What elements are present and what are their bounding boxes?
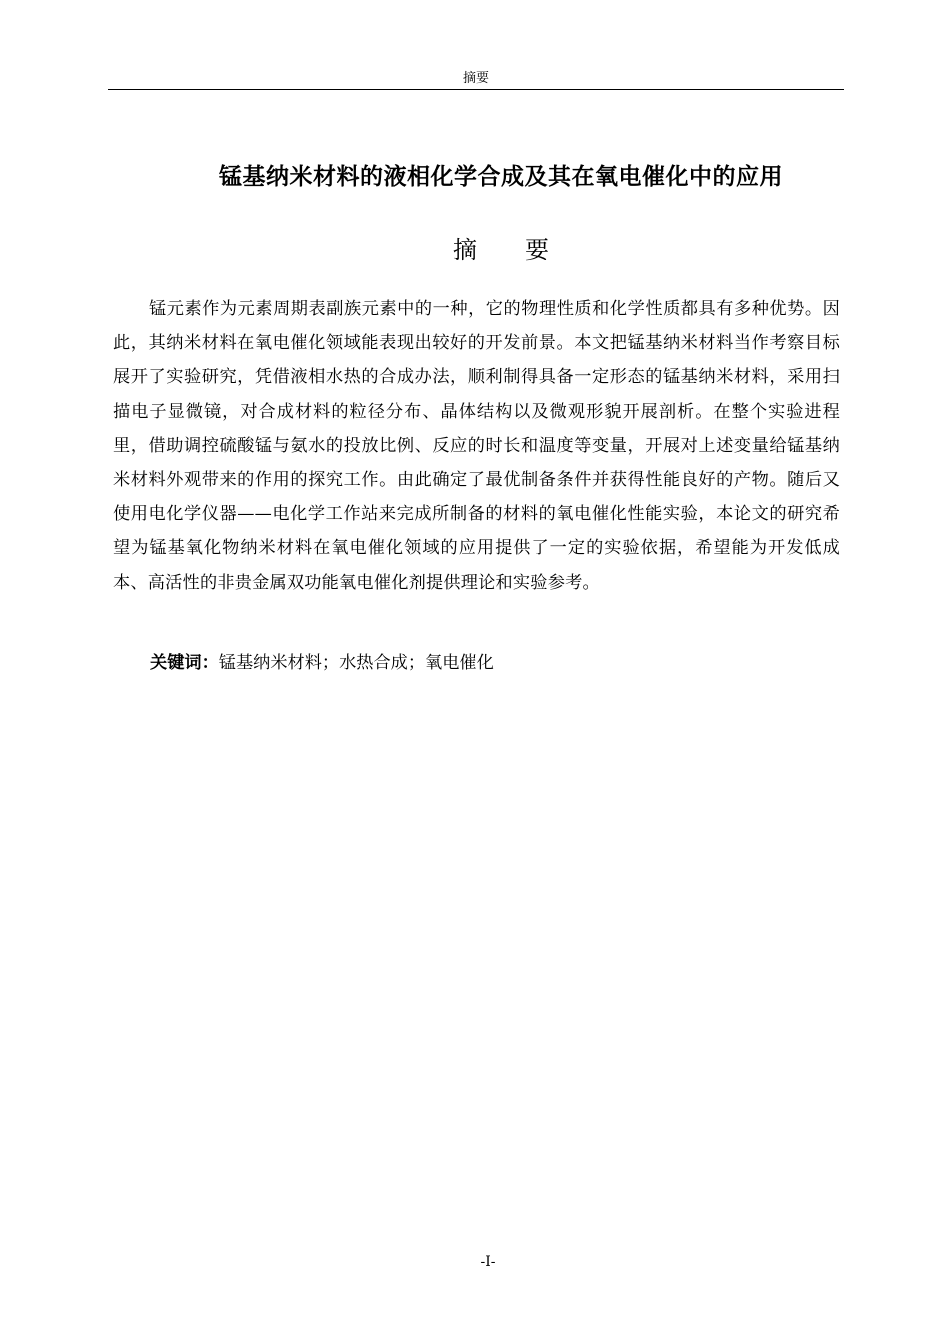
abstract-heading: 摘要 (453, 236, 597, 264)
abstract-body: 锰元素作为元素周期表副族元素中的一种，它的物理性质和化学性质都具有多种优势。因此，其纳米材料在氧电催化领域能表现出较好的开发前景。本文把锰基纳米材料当作考察目标展开了实验研究，凭借液相水热的合成办法，顺利制得具备一定形态的锰基纳米材料，采用扫描电子显微镜，对合成材料的粒径分布、晶体结构以及微观形貌开展剖析。在整个实验进程里，借助调控硫酸锰与氨水的投放比例、反应的时长和温度等变量，开展对上述变量给锰基纳米材料外观带来的作用的探究工作。由此确定了最优制备条件并获得性能良好的产物。随后又使用电化学仪器——电化学工作站来完成所制备的材料的氧电催化性能实验，本论文的研究希望为锰基氧化物纳米材料在氧电催化领域的应用提供了一定的实验依据，希望能为开发低成本、高活性的非贵金属双功能氧电催化剂提供理论和实验参考。 (113, 299, 840, 593)
running-header (108, 70, 844, 90)
paper-title: 锰基纳米材料的液相化学合成及其在氧电催化中的应用 (219, 164, 783, 190)
keywords-label: 关键词： (150, 653, 219, 673)
keywords-value: 锰基纳米材料；水热合成；氧电催化 (218, 653, 494, 673)
running-header-title: 摘要 (462, 71, 489, 86)
page-number: -I- (480, 1254, 496, 1270)
keywords-line (150, 646, 840, 680)
